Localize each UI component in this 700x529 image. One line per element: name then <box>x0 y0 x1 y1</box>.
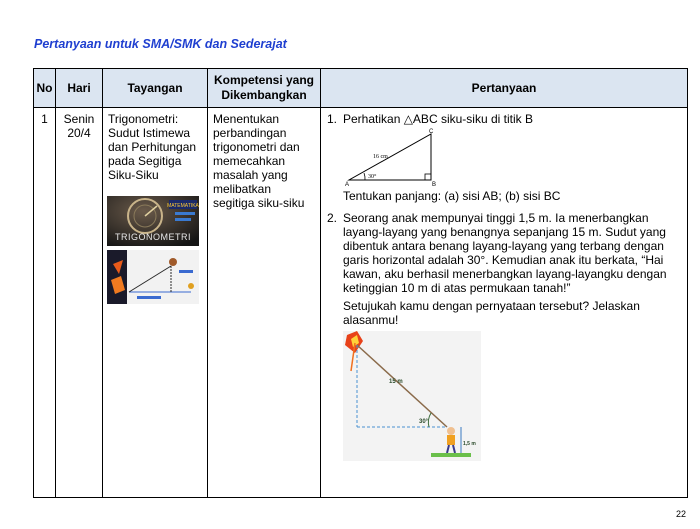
page-number: 22 <box>675 509 686 519</box>
question-1 <box>327 112 681 203</box>
competency-text: Menentukan perbandingan trigonometri dan memecahkan masalah yang melibatkan segitiga siku-siku <box>213 112 305 210</box>
vertex-b: B <box>432 182 437 186</box>
right-triangle-abc-figure <box>343 128 443 186</box>
question-2 <box>327 211 681 461</box>
question-1-number: 1. <box>327 112 338 126</box>
cell-no <box>34 108 56 498</box>
cell-kompetensi <box>208 108 321 498</box>
cell-pertanyaan <box>321 108 688 498</box>
child-height-label: 1,5 m <box>463 441 476 447</box>
thumbnail-badge: MATEMATIKA <box>167 203 199 209</box>
day-cell <box>56 108 102 144</box>
kite-problem-figure <box>343 331 481 461</box>
page-heading: Pertanyaan untuk SMA/SMK dan Sederajat <box>34 37 287 51</box>
side-label: 16 cm <box>373 154 388 160</box>
cell-tayangan <box>103 108 208 498</box>
table-header-row <box>34 69 688 108</box>
question-list <box>321 108 687 461</box>
thumbnail-word: TRIGONOMETRI <box>115 232 191 242</box>
triangle-lesson-thumbnail <box>107 250 199 304</box>
broadcast-title: Trigonometri: Sudut Istimewa dan Perhitungan pada Segitiga Siku-Siku <box>108 112 197 182</box>
header-hari: Hari <box>56 69 103 108</box>
day-date: 20/4 <box>67 126 91 140</box>
row-number: 1 <box>41 112 48 126</box>
header-no: No <box>34 69 56 108</box>
string-length-label: 15 m <box>389 379 403 385</box>
trigonometry-video-thumbnail <box>107 196 199 246</box>
header-kompetensi: Kompetensi yang Dikembangkan <box>208 69 321 108</box>
angle-label: 30° <box>368 174 377 180</box>
header-pertanyaan: Pertanyaan <box>321 69 688 108</box>
kite-angle-label: 30° <box>419 419 429 425</box>
table-row <box>34 108 688 498</box>
question-2-text: Seorang anak mempunyai tinggi 1,5 m. Ia menerbangkan layang-layang yang benangnya sepanjang 15 m. Sudut yang dibentuk antara benang layang-layang yang terbang dengan garis horizontal adalah 30°. Kemudian anak itu berkata, “Hai kawan, aku berhasil menerbangkan layang-layangku dengan ketinggian 10 m di atas permukaan tanah!” <box>343 211 667 295</box>
vertex-a: A <box>345 182 350 186</box>
vertex-c: C <box>429 129 434 135</box>
question-1-task: Tentukan panjang: (a) sisi AB; (b) sisi BC <box>343 189 561 203</box>
question-1-text: Perhatikan △ABC siku-siku di titik B <box>343 112 533 126</box>
question-2-task: Setujukah kamu dengan pernyataan tersebut? Jelaskan alasanmu! <box>343 299 640 327</box>
questions-table <box>33 68 688 498</box>
cell-hari <box>56 108 103 498</box>
question-2-number: 2. <box>327 211 338 225</box>
header-tayangan: Tayangan <box>103 69 208 108</box>
day-name: Senin <box>63 112 95 126</box>
